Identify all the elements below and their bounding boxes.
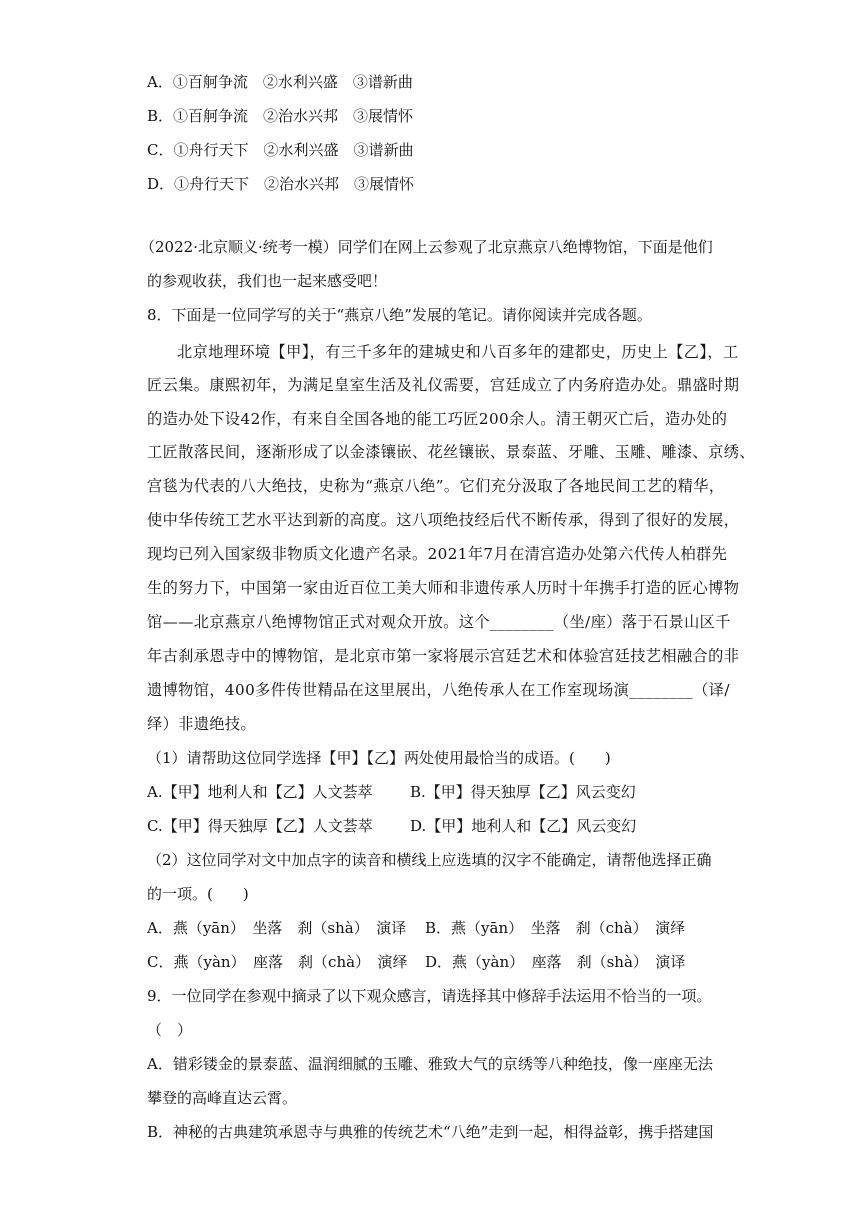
passage-line-12: 绎）非遗绝技。: [147, 715, 257, 733]
q8-sub2-option-a: A．燕（yān） 坐落 刹（shà） 演译: [147, 919, 407, 937]
q8-sub2-option-d: D．燕（yàn） 座落 刹（shà） 演译: [425, 953, 686, 971]
q8-sub1-stem: （1）请帮助这位同学选择【甲】【乙】两处使用最恰当的成语。( ): [147, 749, 611, 767]
q8-sub2-stem-line-2: 的一项。( ): [147, 885, 249, 903]
q7-option-d: D．①舟行天下 ②治水兴邦 ③展情怀: [147, 175, 415, 193]
q7-option-b: B．①百舸争流 ②治水兴邦 ③展情怀: [147, 107, 414, 125]
q9-answer-paren: （ ）: [147, 1021, 193, 1039]
passage-line-11: 遗博物馆，400多件传世精品在这里展出，八绝传承人在工作室现场演________（译/: [147, 681, 730, 699]
passage-line-5: 宫毯为代表的八大绝技，史称为“燕京八绝”。它们充分汲取了各地民间工艺的精华，: [147, 477, 725, 495]
q8-sub1-option-d: D.【甲】地利人和【乙】风云变幻: [410, 817, 637, 835]
q8-stem: 8．下面是一位同学写的关于“燕京八绝”发展的笔记。请你阅读并完成各题。: [147, 306, 652, 324]
q8-sub2-stem-line-1: （2）这位同学对文中加点字的读音和横线上应选填的汉字不能确定，请帮他选择正确: [147, 851, 712, 869]
q9-option-a-line-1: A．错彩镂金的景泰蓝、温润细腻的玉雕、雅致大气的京绣等八种绝技，像一座座无法: [147, 1055, 713, 1073]
passage-line-3: 的造办处下设42作，有来自全国各地的能工巧匠200余人。清王朝灭亡后，造办处的: [147, 410, 728, 428]
q8-sub1-option-a: A.【甲】地利人和【乙】人文荟萃: [147, 783, 373, 801]
q8-sub2-option-c: C．燕（yàn） 座落 刹（chà） 演绎: [147, 953, 408, 971]
passage-line-6: 使中华传统工艺水平达到新的高度。这八项绝技经后代不断传承，得到了很好的发展，: [147, 511, 740, 529]
q9-option-b-line-1: B．神秘的古典建筑承恩寺与典雅的传统艺术“八绝”走到一起，相得益彰，携手搭建国: [147, 1123, 714, 1141]
passage-line-9: 馆——北京燕京八绝博物馆正式对观众开放。这个________（坐/座）落于石景山区千: [147, 613, 731, 631]
q8-sub2-option-b: B．燕（yān） 坐落 刹（chà） 演绎: [425, 919, 686, 937]
intro-line-2: 的参观收获，我们也一起来感受吧！: [147, 272, 388, 290]
q9-option-a-line-2: 攀登的高峰直达云霄。: [147, 1089, 298, 1107]
q8-sub1-option-b: B.【甲】得天独厚【乙】风云变幻: [410, 783, 636, 801]
passage-line-8: 生的努力下，中国第一家由近百位工美大师和非遗传承人历时十年携手打造的匠心博物: [147, 579, 740, 597]
q7-option-c: C．①舟行天下 ②水利兴盛 ③谱新曲: [147, 141, 414, 159]
passage-line-2: 匠云集。康熙初年，为满足皇室生活及礼仪需要，宫廷成立了内务府造办处。鼎盛时期: [147, 376, 740, 394]
q7-option-a: A．①百舸争流 ②水利兴盛 ③谱新曲: [147, 73, 413, 91]
passage-line-1: 北京地理环境【甲】，有三千多年的建城史和八百多年的建都史，历史上【乙】，工: [177, 343, 739, 361]
q9-stem: 9．一位同学在参观中摘录了以下观众感言，请选择其中修辞手法运用不恰当的一项。: [147, 987, 712, 1005]
passage-line-7: 现均已列入国家级非物质文化遗产名录。2021年7月在清宫造办处第六代传人柏群先: [147, 545, 728, 563]
passage-line-4: 工匠散落民间，逐渐形成了以金漆镶嵌、花丝镶嵌、景泰蓝、牙雕、玉雕、雕漆、京绣、: [147, 443, 755, 461]
intro-line-1: （2022·北京顺义·统考一模）同学们在网上云参观了北京燕京八绝博物馆，下面是他们: [140, 238, 713, 256]
passage-line-10: 年古刹承恩寺中的博物馆，是北京市第一家将展示宫廷艺术和体验宫廷技艺相融合的非: [147, 647, 740, 665]
q8-sub1-option-c: C.【甲】得天独厚【乙】人文荟萃: [147, 817, 373, 835]
